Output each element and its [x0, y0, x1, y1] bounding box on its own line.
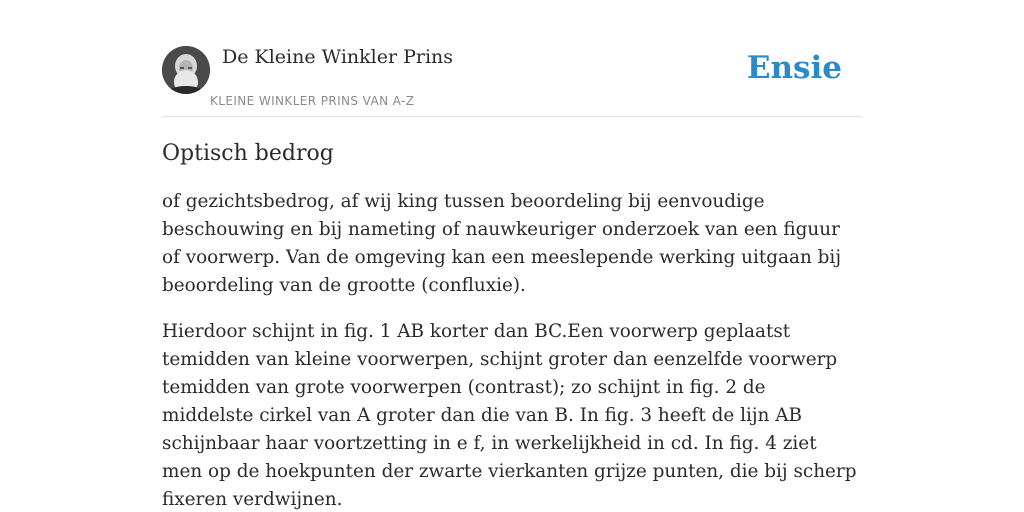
site-title[interactable]: De Kleine Winkler Prins: [222, 46, 454, 68]
article: [162, 138, 862, 512]
article-paragraph-1: of gezichtsbedrog, af wij king tussen beoordeling bij eenvoudige beschouwing en bij nameting of nauwkeuriger onderzoek van een figuur of voorwerp. Van de omgeving kan een meeslepende werking uitgaan bij beoordeling van de grootte (confluxie).: [162, 191, 842, 296]
author-portrait-icon[interactable]: [162, 46, 210, 94]
article-paragraph-2: Hierdoor schijnt in fig. 1 AB korter dan BC.Een voorwerp geplaatst temidden van kleine voorwerpen, schijnt groter dan eenzelfde voorwerp temidden van grote voorwerpen (contrast); zo schijnt in fig. 2 de middelste cirkel van A groter dan die van B. In fig. 3 heeft de lijn AB schijnbaar haar voortzetting in e f, in werkelijkheid in cd. In fig. 4 ziet men op de hoekpunten der zwarte vierkanten grijze punten, die bij scherp fixeren verdwijnen.: [162, 321, 857, 510]
brand-logo[interactable]: Ensie: [746, 50, 842, 86]
site-header: [162, 44, 862, 117]
site-subtitle[interactable]: KLEINE WINKLER PRINS VAN A-Z: [210, 94, 415, 108]
article-title: Optisch bedrog: [162, 141, 334, 166]
